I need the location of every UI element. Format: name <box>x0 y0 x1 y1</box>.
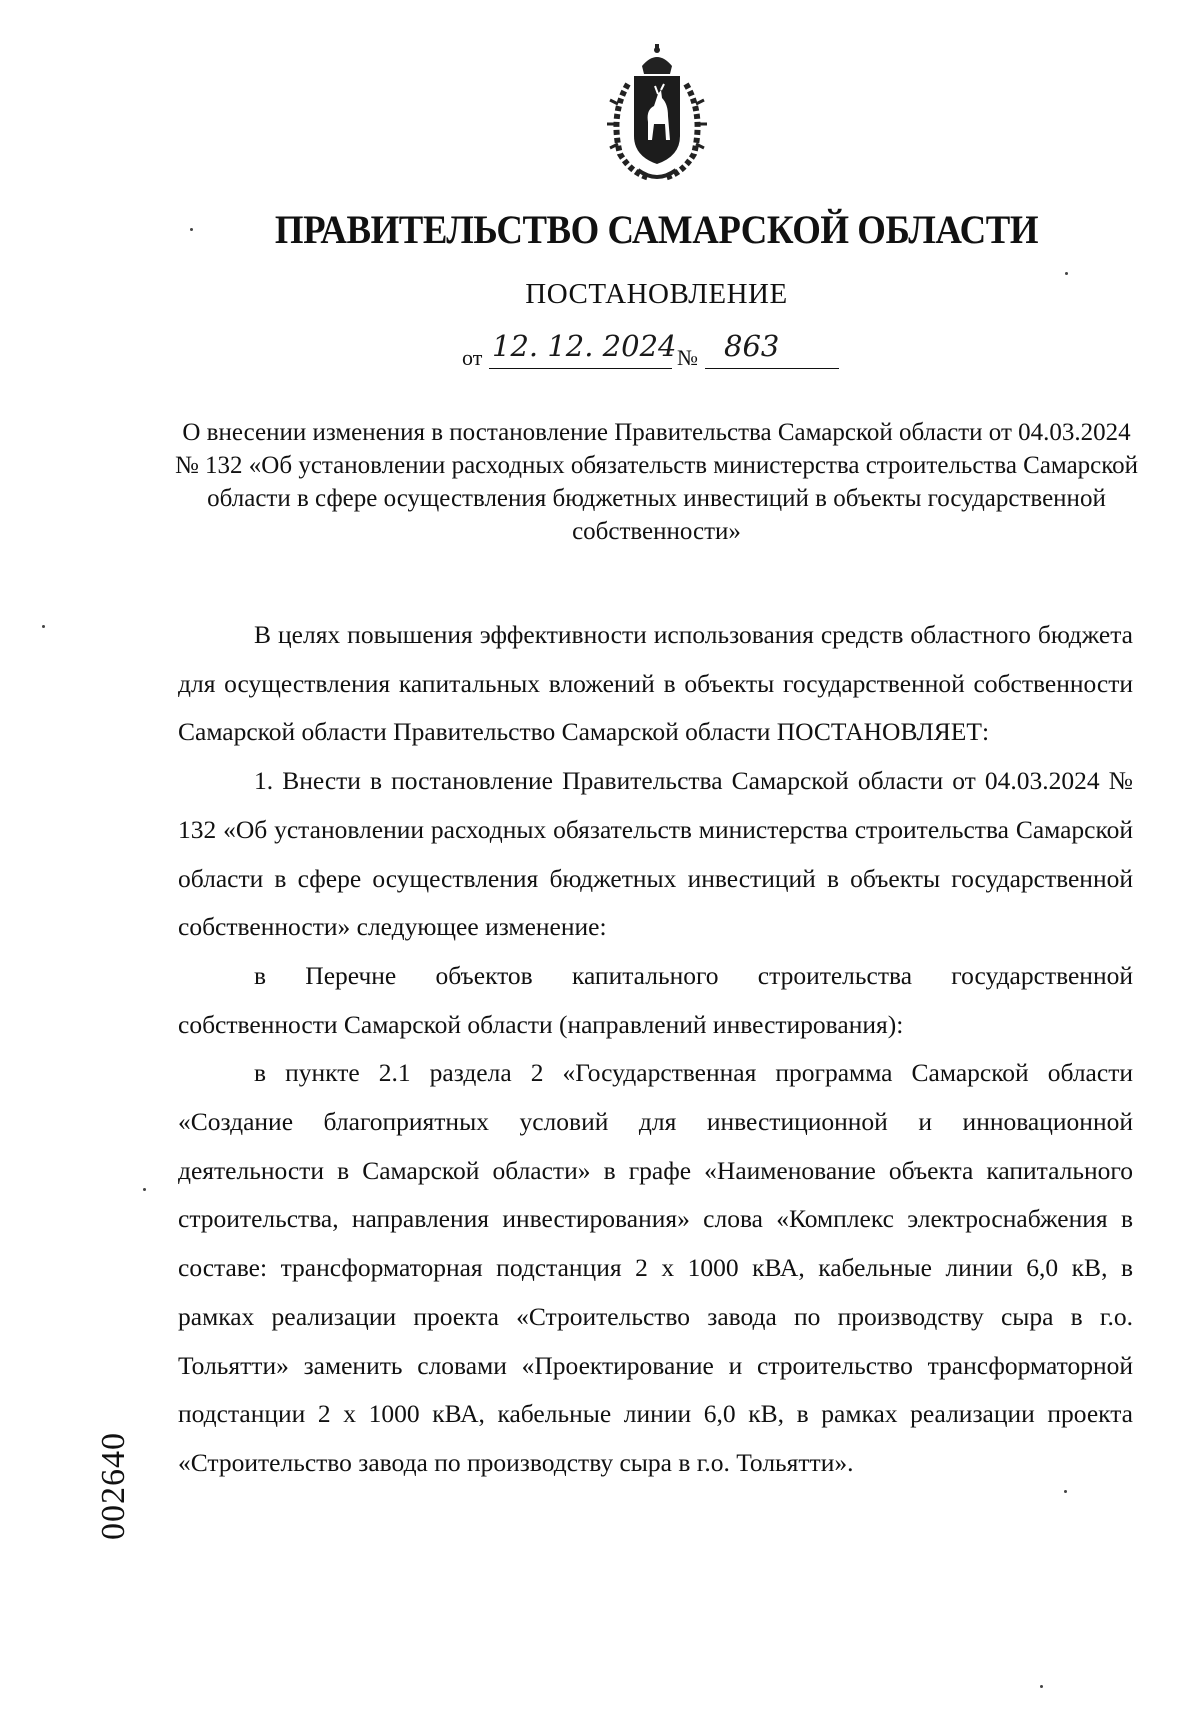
scan-speck <box>1040 1685 1043 1688</box>
number-label: № <box>677 345 698 370</box>
body-paragraph: в Перечне объектов капитального строительства государственной собственности Самарской области (направлений инвестирования): <box>178 960 1133 1039</box>
scan-speck <box>143 1188 146 1191</box>
side-stamp-number: 002640 <box>95 1432 132 1540</box>
document-body <box>178 611 1133 1488</box>
date-label: от <box>462 345 483 370</box>
scan-speck <box>190 228 193 231</box>
date-underline <box>489 368 672 369</box>
number-underline <box>705 368 839 369</box>
date-number-line <box>462 329 862 373</box>
document-type: ПОСТАНОВЛЕНИЕ <box>525 278 788 310</box>
date-value: 12. 12. 2024 <box>492 329 677 363</box>
number-value: 863 <box>724 329 780 363</box>
body-paragraph: 1. Внести в постановление Правительства Самарской области от 04.03.2024 № 132 «Об установлении расходных обязательств министерства строительства Самарской области в сфере осуществления бюджетных инвестиций в объекты государственной собственности» следующее изменение: <box>178 766 1133 942</box>
body-paragraph: В целях повышения эффективности использования средств областного бюджета для осуществления капитальных вложений в объекты государственной собственности Самарской области Правительство Самарской области ПОСТАНОВЛЯЕТ: <box>178 620 1133 747</box>
scan-speck <box>42 625 45 628</box>
scan-speck <box>1064 1490 1067 1493</box>
organization-title: ПРАВИТЕЛЬСТВО САМАРСКОЙ ОБЛАСТИ <box>274 207 1039 252</box>
samara-coat-of-arms-icon <box>598 44 716 186</box>
body-paragraph: в пункте 2.1 раздела 2 «Государственная программа Самарской области «Создание благоприятных условий для инвестиционной и инновационной деятельности в Самарской области» в графе «Наименование объекта капитального строительства, направления инвестирования» слова «Комплекс электроснабжения в составе: трансформаторная подстанция 2 х 1000 кВА, кабельные линии 6,0 кВ, в рамках реализации проекта «Строительство завода по производству сыра в г.о. Тольятти» заменить словами «Проектирование и строительство трансформаторной подстанции 2 х 1000 кВА, кабельные линии 6,0 кВ, в рамках реализации проекта «Строительство завода по производству сыра в г.о. Тольятти». <box>178 1058 1133 1477</box>
scan-speck <box>1065 272 1068 275</box>
document-subject: О внесении изменения в постановление Правительства Самарской области от 04.03.2024 № 132 «Об установлении расходных обязательств министерства строительства Самарской области в сфере осуществления бюджетных инвестиций в объекты государственной собственности» <box>174 419 1139 545</box>
